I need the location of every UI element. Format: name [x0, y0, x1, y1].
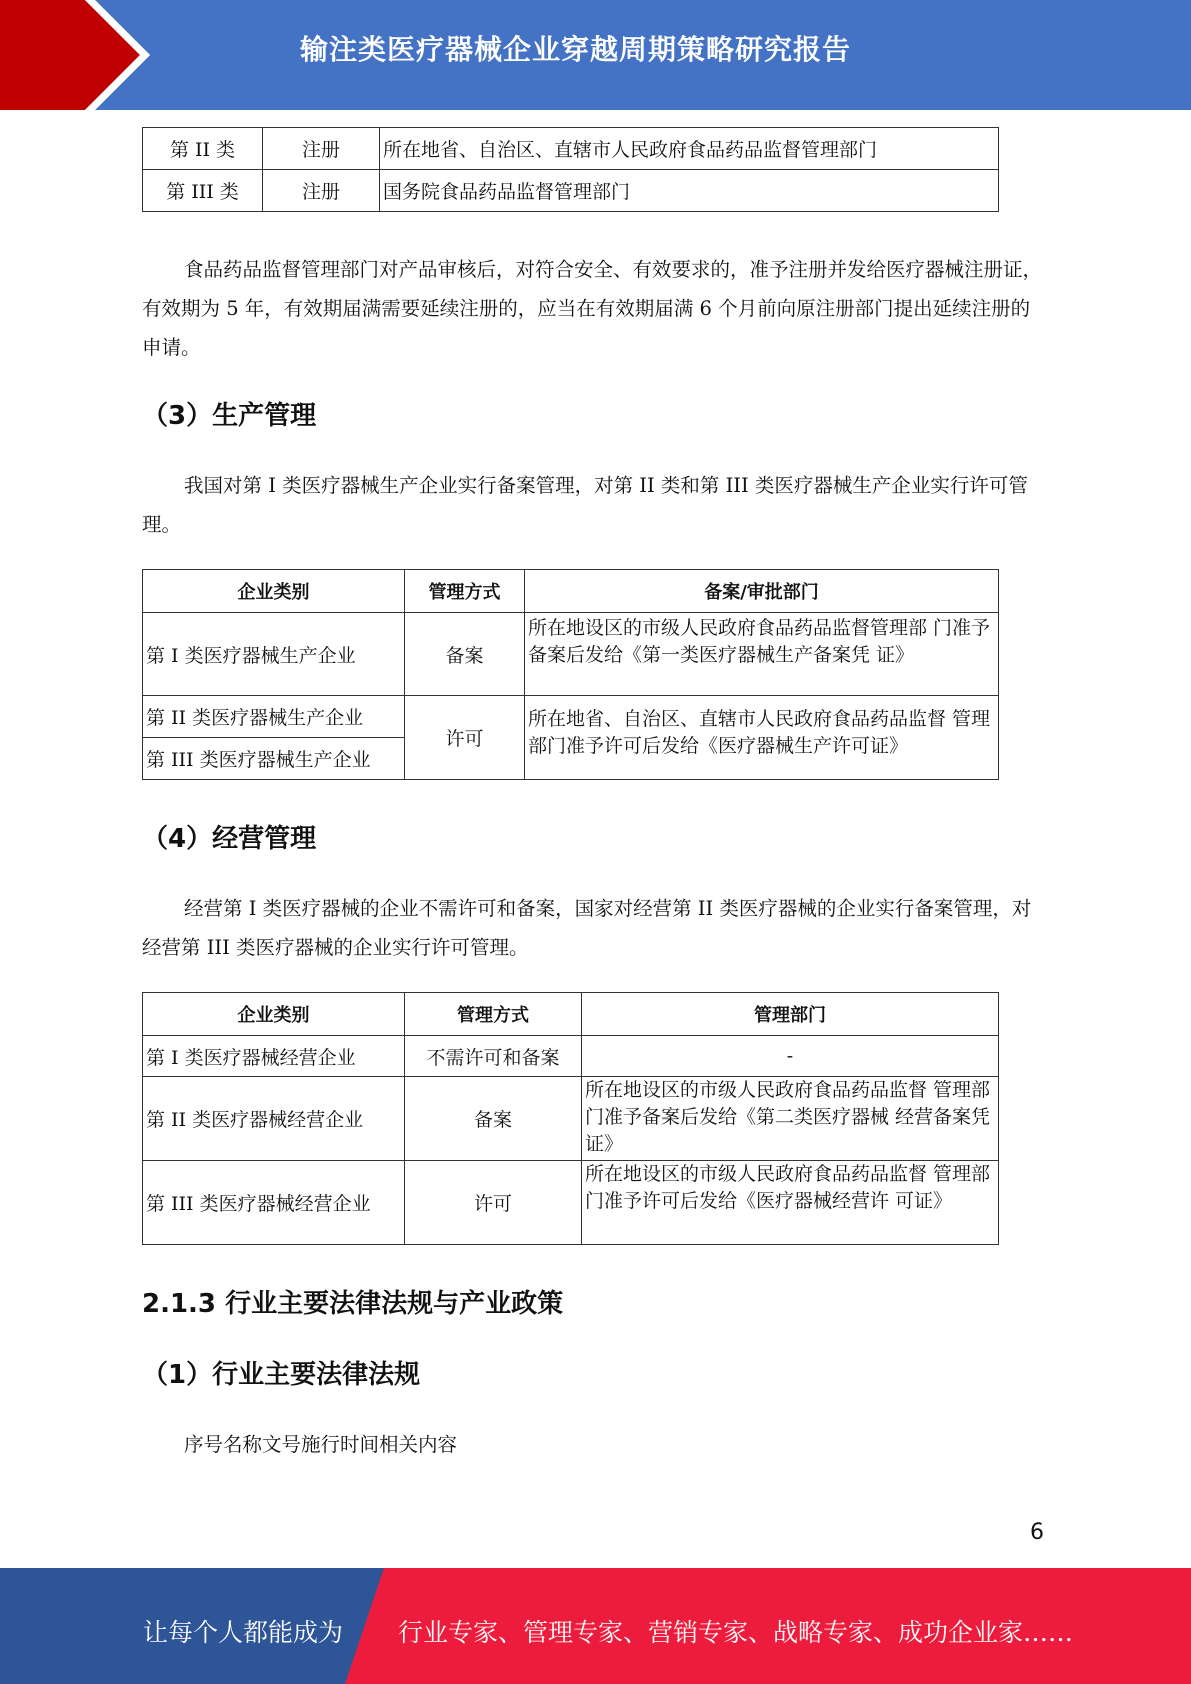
heading-laws: （1）行业主要法律法规 [142, 1360, 421, 1390]
table-cell: 注册 [263, 170, 380, 212]
table-cell: 所在地设区的市级人民政府食品药品监督管理部 门准予备案后发给《第一类医疗器械生产备案凭 证》 [525, 613, 999, 696]
paragraph-registration: 食品药品监督管理部门对产品审核后，对符合安全、有效要求的，准予注册并发给医疗器械注册证，有效期为 5 年，有效期届满需要延续注册的，应当在有效期届满 6 个月前向原注册部门提出延续注册的申请。 [142, 258, 1043, 359]
table-row [143, 1077, 999, 1161]
table-header-row [143, 570, 999, 613]
table-cell: 第 II 类医疗器械生产企业 [143, 696, 405, 738]
header-title: 输注类医疗器械企业穿越周期策略研究报告 [300, 33, 852, 66]
table-row [143, 1161, 999, 1245]
table-cell: 许可 [405, 1161, 582, 1245]
table-cell: 所在地设区的市级人民政府食品药品监督 管理部门准予备案后发给《第二类医疗器械 经营备案凭证》 [582, 1077, 999, 1161]
table-row [143, 613, 999, 696]
footer-slogan-right: 行业专家、管理专家、营销专家、战略专家、成功企业家…… [398, 1618, 1074, 1647]
table-cell: 备案 [405, 613, 525, 696]
table-row [143, 128, 999, 170]
page-footer [0, 1568, 1191, 1684]
paragraph-laws: 序号名称文号施行时间相关内容 [184, 1433, 458, 1456]
table-row [143, 170, 999, 212]
table-cell: 第 III 类医疗器械生产企业 [143, 738, 405, 780]
column-header: 备案/审批部门 [525, 570, 999, 613]
table-cell: 第 II 类医疗器械经营企业 [143, 1077, 405, 1161]
heading-laws-policy: 2.1.3 行业主要法律法规与产业政策 [142, 1289, 564, 1319]
registration-table [142, 127, 999, 212]
table-cell: 不需许可和备案 [405, 1036, 582, 1077]
page-header [0, 0, 1191, 110]
table-cell: 第 II 类 [143, 128, 263, 170]
table-row [143, 1036, 999, 1077]
footer-slogan-left: 让每个人都能成为 [143, 1618, 344, 1647]
operation-table [142, 992, 999, 1245]
table-cell: - [582, 1036, 999, 1077]
production-table [142, 569, 999, 780]
table-cell: 备案 [405, 1077, 582, 1161]
page-number: 6 [1030, 1520, 1044, 1545]
column-header: 企业类别 [143, 993, 405, 1036]
paragraph-operation: 经营第 I 类医疗器械的企业不需许可和备案，国家对经营第 II 类医疗器械的企业实行备案管理，对经营第 III 类医疗器械的企业实行许可管理。 [142, 897, 1032, 959]
column-header: 管理方式 [405, 993, 582, 1036]
table-cell: 所在地省、自治区、直辖市人民政府食品药品监督 管理部门准予许可后发给《医疗器械生产许可证》 [525, 696, 999, 780]
table-cell: 所在地设区的市级人民政府食品药品监督 管理部门准予许可后发给《医疗器械经营许 可证》 [582, 1161, 999, 1245]
table-cell: 第 III 类 [143, 170, 263, 212]
heading-operation: （4）经营管理 [142, 824, 317, 854]
column-header: 管理方式 [405, 570, 525, 613]
column-header: 管理部门 [582, 993, 999, 1036]
table-header-row [143, 993, 999, 1036]
table-cell: 国务院食品药品监督管理部门 [380, 170, 999, 212]
table-cell: 所在地省、自治区、直辖市人民政府食品药品监督管理部门 [380, 128, 999, 170]
table-cell: 许可 [405, 696, 525, 780]
paragraph-production: 我国对第 I 类医疗器械生产企业实行备案管理，对第 II 类和第 III 类医疗器械生产企业实行许可管理。 [142, 474, 1028, 536]
column-header: 企业类别 [143, 570, 405, 613]
table-cell: 第 I 类医疗器械生产企业 [143, 613, 405, 696]
heading-production: （3）生产管理 [142, 401, 317, 431]
table-row [143, 696, 999, 738]
table-cell: 第 I 类医疗器械经营企业 [143, 1036, 405, 1077]
table-cell: 第 III 类医疗器械经营企业 [143, 1161, 405, 1245]
table-cell: 注册 [263, 128, 380, 170]
